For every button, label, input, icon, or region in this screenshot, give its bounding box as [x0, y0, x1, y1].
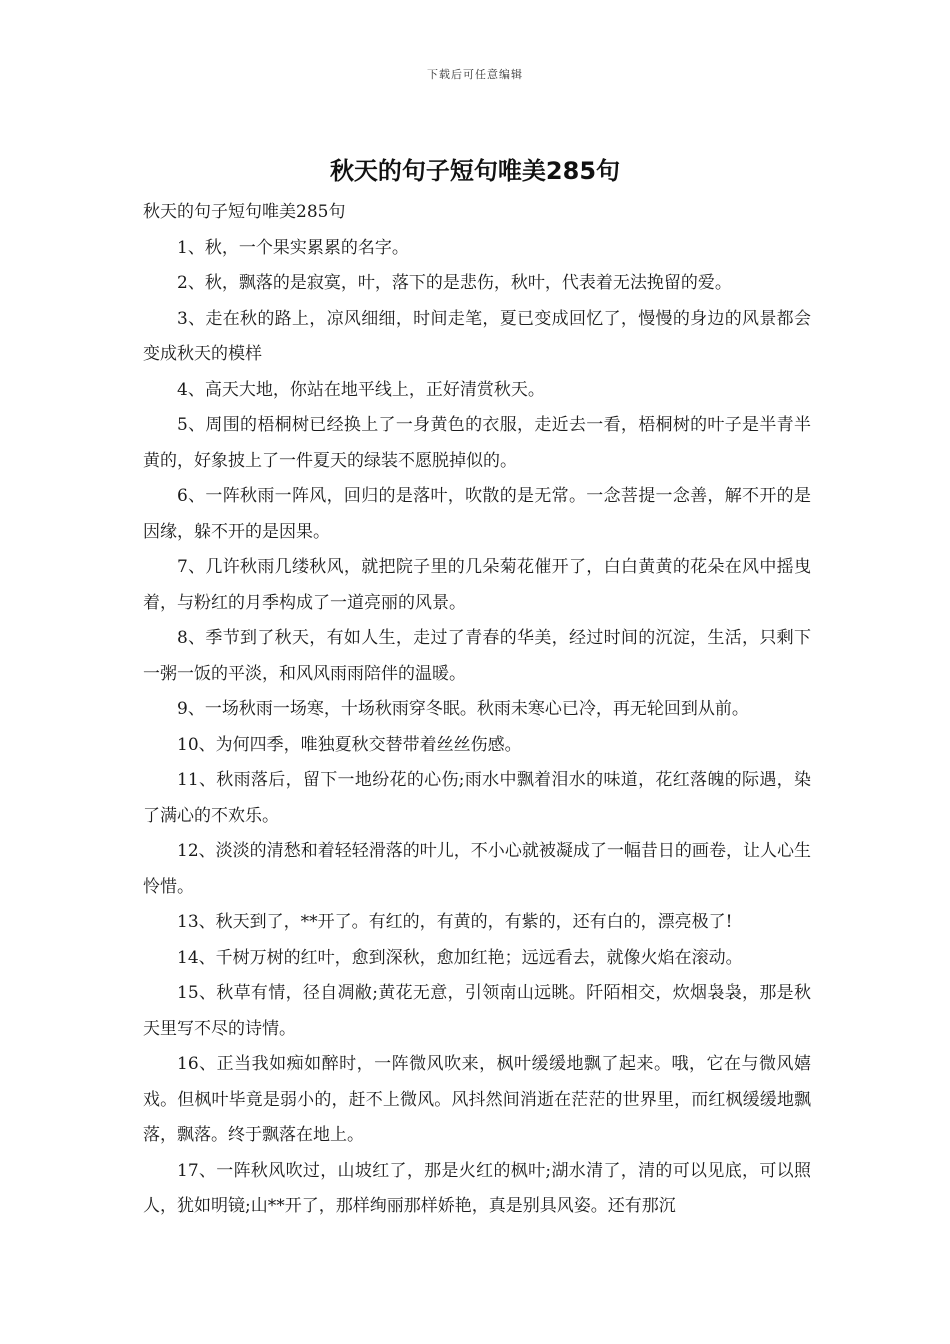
paragraph-5: 5、周围的梧桐树已经换上了一身黄色的衣服，走近去一看，梧桐树的叶子是半青半黄的，好象披上了一件夏天的绿装不愿脱掉似的。: [143, 415, 811, 471]
document-title: 秋天的句子短句唯美285句: [329, 157, 621, 185]
paragraph-9: 9、一场秋雨一场寒，十场秋雨穿冬眠。秋雨未寒心已冷，再无轮回到从前。: [177, 699, 749, 719]
paragraph-10: 10、为何四季，唯独夏秋交替带着丝丝伤感。: [177, 734, 522, 755]
paragraph-8: 8、季节到了秋天，有如人生，走过了青春的华美，经过时间的沉淀，生活，只剩下一粥一饭的平淡，和风风雨雨陪伴的温暖。: [143, 628, 811, 684]
paragraph-16: 16、正当我如痴如醉时，一阵微风吹来，枫叶缓缓地飘了起来。哦，它在与微风嬉戏。但枫叶毕竟是弱小的，赶不上微风。风抖然间消逝在茫茫的世界里，而红枫缓缓地飘落，飘落。终于飘落在地上。: [143, 1054, 811, 1145]
paragraph-11: 11、秋雨落后，留下一地纷花的心伤;雨水中飘着泪水的味道，花红落魄的际遇，染了满心的不欢乐。: [143, 770, 811, 826]
paragraph-2: 2、秋，飘落的是寂寞，叶，落下的是悲伤，秋叶，代表着无法挽留的爱。: [177, 273, 732, 293]
document-body: [143, 195, 811, 1225]
paragraph-4: 4、高天大地，你站在地平线上，正好清赏秋天。: [177, 379, 545, 400]
paragraph-12: 12、淡淡的清愁和着轻轻滑落的叶儿，不小心就被凝成了一幅昔日的画卷，让人心生怜惜。: [143, 841, 811, 897]
document-subtitle: 秋天的句子短句唯美285句: [143, 202, 346, 222]
paragraph-14: 14、千树万树的红叶，愈到深秋，愈加红艳；远远看去，就像火焰在滚动。: [177, 947, 743, 968]
paragraph-1: 1、秋，一个果实累累的名字。: [177, 237, 409, 258]
paragraph-15: 15、秋草有情，径自凋敝;黄花无意，引领南山远眺。阡陌相交，炊烟袅袅，那是秋天里写不尽的诗情。: [143, 983, 811, 1039]
paragraph-3: 3、走在秋的路上，凉风细细，时间走笔，夏已变成回忆了，慢慢的身边的风景都会变成秋天的模样: [143, 308, 811, 364]
paragraph-6: 6、一阵秋雨一阵风，回归的是落叶，吹散的是无常。一念菩提一念善，解不开的是因缘，躲不开的是因果。: [143, 486, 811, 542]
paragraph-7: 7、几许秋雨几缕秋风，就把院子里的几朵菊花催开了，白白黄黄的花朵在风中摇曳着，与粉红的月季构成了一道亮丽的风景。: [143, 557, 811, 613]
paragraph-13: 13、秋天到了，**开了。有红的，有黄的，有紫的，还有白的，漂亮极了!: [177, 912, 733, 932]
header-note: 下载后可任意编辑: [427, 68, 523, 81]
paragraph-17: 17、一阵秋风吹过，山坡红了，那是火红的枫叶;湖水清了，清的可以见底，可以照人，犹如明镜;山**开了，那样绚丽那样娇艳，真是别具风姿。还有那沉: [143, 1160, 811, 1216]
